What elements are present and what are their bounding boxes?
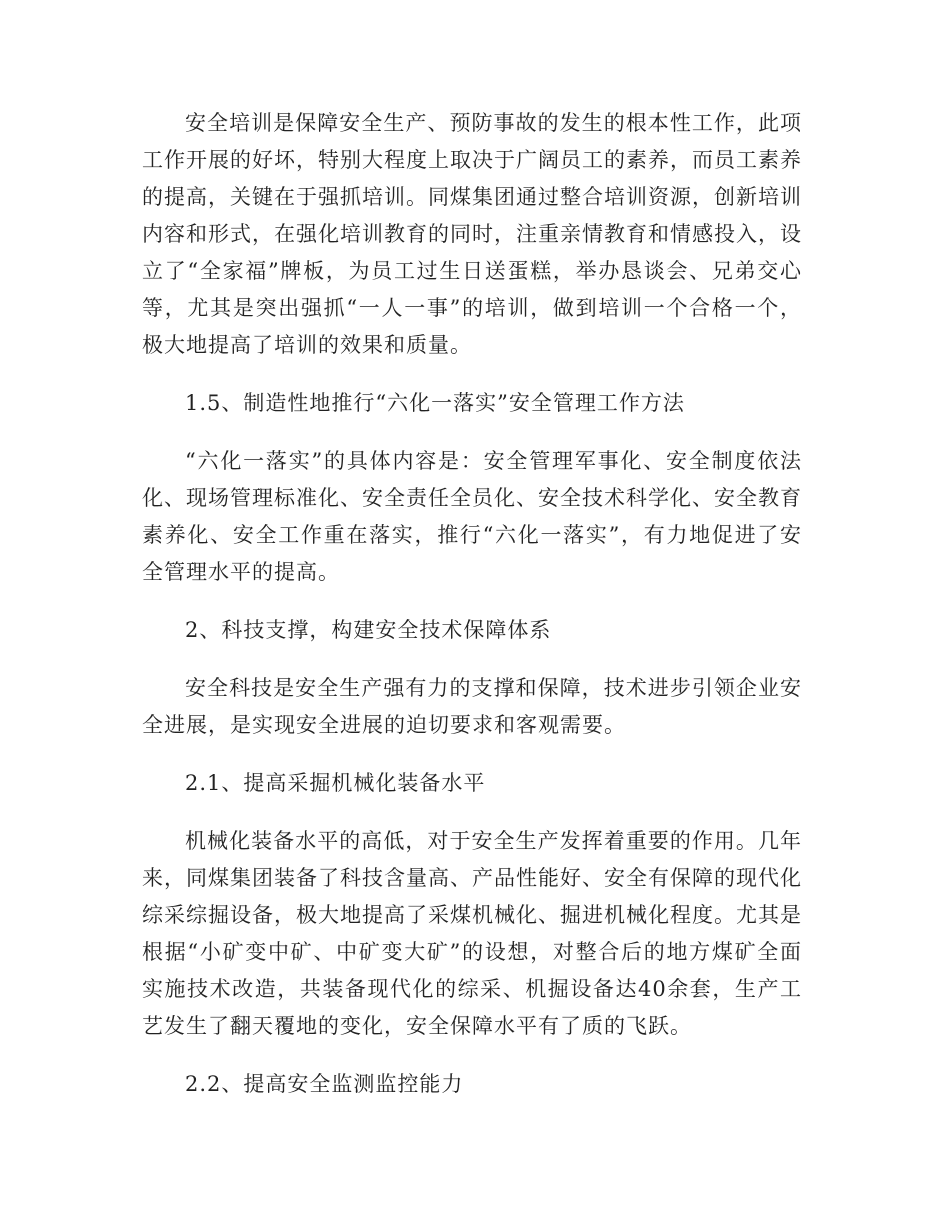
document-body [142,105,802,1124]
paragraph-mechanization: 机械化装备水平的高低，对于安全生产发挥着重要的作用。几年来，同煤集团装备了科技含量高、产品性能好、安全有保障的现代化综采综掘设备，极大地提高了采煤机械化、掘进机械化程度。尤其是根据“小矿变中矿、中矿变大矿”的设想，对整合后的地方煤矿全面实施技术改造，共装备现代化的综采、机掘设备达40余套，生产工艺发生了翻天覆地的变化，安全保障水平有了质的飞跃。 [142,829,802,1038]
paragraph-safety-training: 安全培训是保障安全生产、预防事故的发生的根本性工作，此项工作开展的好坏，特别大程度上取决于广阔员工的素养，而员工素养的提高，关键在于强抓培训。同煤集团通过整合培训资源，创新培训内容和形式，在强化培训教育的同时，注重亲情教育和情感投入，设立了“全家福”牌板，为员工过生日送蛋糕，举办恳谈会、兄弟交心等，尤其是突出强抓“一人一事”的培训，做到培训一个合格一个，极大地提高了培训的效果和质量。 [142,111,802,357]
paragraph-six-and-one: “六化一落实”的具体内容是：安全管理军事化、安全制度依法化、现场管理标准化、安全责任全员化、安全技术科学化、安全教育素养化、安全工作重在落实，推行“六化一落实”，有力地促进了安全管理水平的提高。 [142,449,802,584]
heading-2: 2、科技支撑，构建安全技术保障体系 [185,618,552,642]
heading-2-2: 2.2、提高安全监测监控能力 [185,1072,464,1096]
heading-1-5: 1.5、制造性地推行“六化一落实”安全管理工作方法 [185,391,685,415]
heading-2-1: 2.1、提高采掘机械化装备水平 [185,771,486,795]
paragraph-safety-tech: 安全科技是安全生产强有力的支撑和保障，技术进步引领企业安全进展，是实现安全进展的迫切要求和客观需要。 [142,676,802,737]
